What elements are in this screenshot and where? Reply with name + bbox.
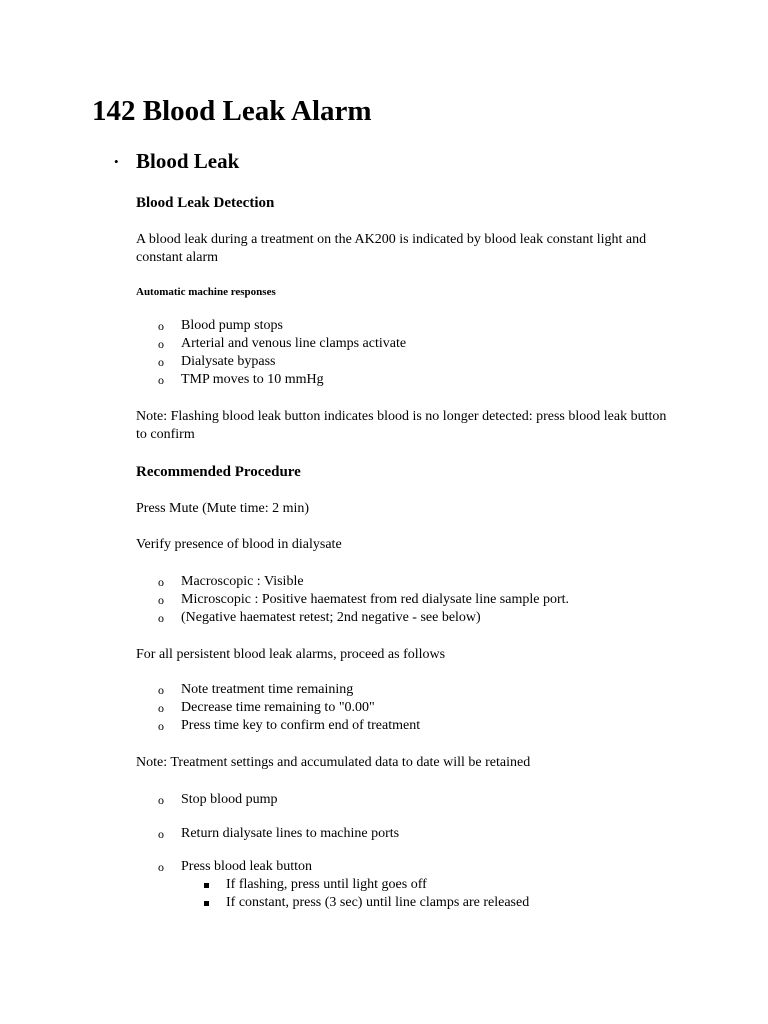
list-marker: o (158, 827, 164, 841)
list-item: o Press time key to confirm end of treatment (158, 718, 421, 733)
detection-heading: Blood Leak Detection (136, 195, 275, 211)
square-bullet-icon (204, 901, 209, 906)
procedure-verify: Verify presence of blood in dialysate (136, 537, 342, 552)
list-item: o Decrease time remaining to "0.00" (158, 700, 375, 715)
procedure-persistent: For all persistent blood leak alarms, proceed as follows (136, 647, 446, 662)
list-item: o Return dialysate lines to machine ports (158, 826, 400, 841)
list-item: o Macroscopic : Visible (158, 574, 304, 589)
list-marker: o (158, 337, 164, 351)
list-marker: o (158, 793, 164, 807)
procedure-mute: Press Mute (Mute time: 2 min) (136, 501, 310, 516)
section-heading: Blood Leak (136, 149, 240, 173)
detection-intro: A blood leak during a treatment on the AK200 is indicated by blood leak constant light and constant alarm (136, 232, 647, 265)
list-marker: o (158, 575, 164, 589)
list-marker: o (158, 373, 164, 387)
list-item: o Note treatment time remaining (158, 682, 354, 697)
list-item: o (Negative haematest retest; 2nd negative - see below) (158, 610, 481, 625)
detection-note: Note: Flashing blood leak button indicates blood is no longer detected: press blood leak button to confirm (136, 409, 667, 442)
responses-list (158, 317, 406, 389)
list-item: o Arterial and venous line clamps activate (158, 336, 407, 351)
procedure-note: Note: Treatment settings and accumulated data to date will be retained (136, 755, 531, 770)
list-marker: o (158, 611, 164, 625)
list-marker: o (158, 860, 164, 874)
step-stop-list (158, 791, 277, 809)
list-item: o Dialysate bypass (158, 354, 276, 369)
list-item: o Microscopic : Positive haematest from red dialysate line sample port. (158, 592, 570, 607)
list-marker: o (158, 319, 164, 333)
list-item: o Stop blood pump (158, 792, 278, 807)
page-title: 142 Blood Leak Alarm (92, 95, 372, 127)
persistent-list (158, 681, 420, 735)
responses-heading: Automatic machine responses (136, 286, 276, 298)
procedure-heading: Recommended Procedure (136, 464, 301, 480)
list-marker: o (158, 719, 164, 733)
sublist-item: If flashing, press until light goes off (204, 876, 529, 894)
sublist-item: If constant, press (3 sec) until line clamps are released (204, 894, 529, 912)
list-marker: o (158, 355, 164, 369)
list-item: o Blood pump stops (158, 318, 283, 333)
press-sublist (204, 876, 529, 912)
list-item: o TMP moves to 10 mmHg (158, 372, 324, 387)
list-marker: o (158, 593, 164, 607)
list-marker: o (158, 701, 164, 715)
verify-list (158, 573, 569, 627)
square-bullet-icon (204, 883, 209, 888)
list-marker: o (158, 683, 164, 697)
step-return-list (158, 825, 399, 843)
step-press-list (158, 858, 312, 876)
list-item: o Press blood leak button (158, 859, 313, 874)
section-bullet: • (114, 154, 119, 169)
